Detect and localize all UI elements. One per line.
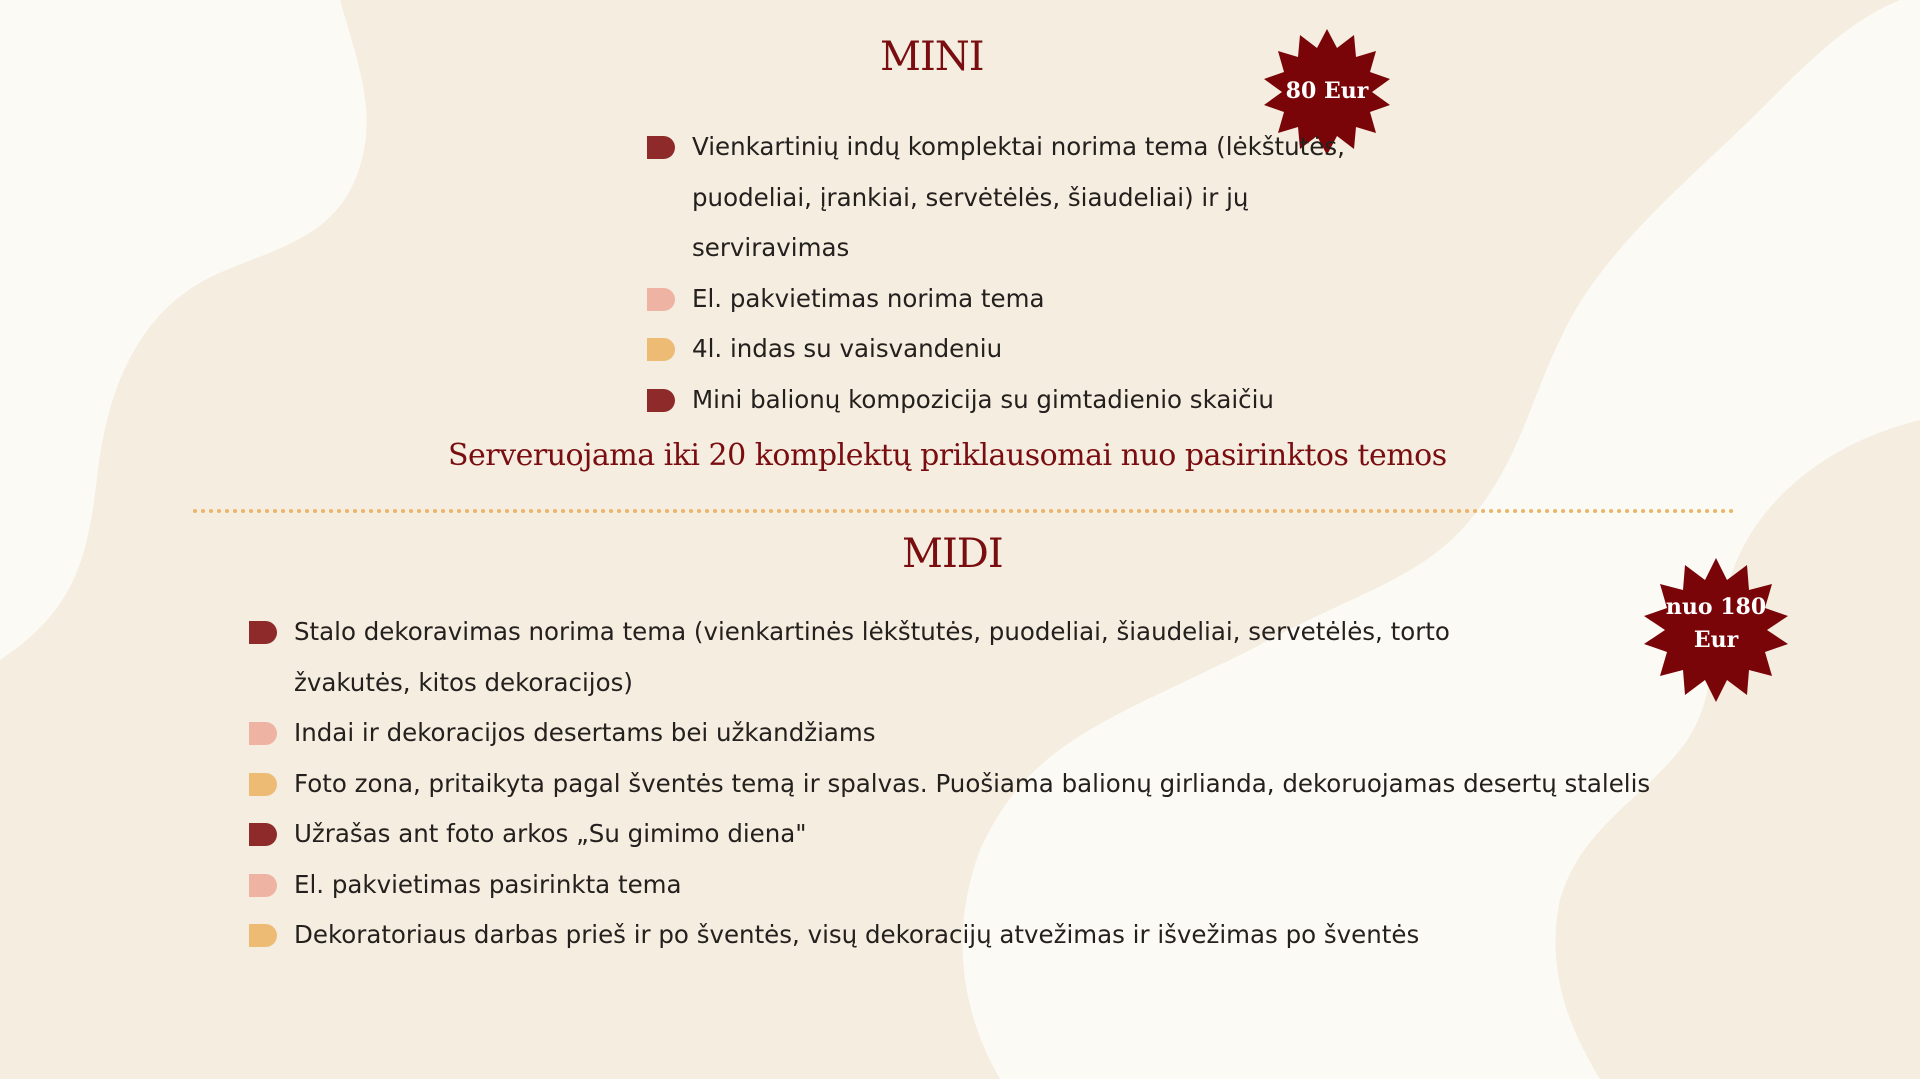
list-item bbox=[647, 274, 1347, 325]
bullet-icon bbox=[647, 389, 675, 412]
mini-title: MINI bbox=[880, 34, 984, 80]
bullet-icon bbox=[249, 823, 277, 846]
bullet-icon bbox=[647, 288, 675, 311]
list-item-text: Stalo dekoravimas norima tema (vienkartinės lėkštutės, puodeliai, šiaudeliai, servetėlės, torto žvakutės, kitos dekoracijos) bbox=[294, 617, 1450, 697]
list-item-text: Indai ir dekoracijos desertams bei užkandžiams bbox=[294, 718, 876, 747]
list-item bbox=[249, 910, 1669, 961]
list-item-text: Dekoratoriaus darbas prieš ir po šventės, visų dekoracijų atvežimas ir išvežimas po šventės bbox=[294, 920, 1420, 949]
midi-price-line1: nuo 180 bbox=[1665, 594, 1767, 620]
serving-note: Serveruojama iki 20 komplektų priklausomai nuo pasirinktos temos bbox=[448, 438, 1447, 473]
list-item bbox=[249, 809, 1669, 860]
list-item-text: 4l. indas su vaisvandeniu bbox=[692, 334, 1003, 363]
bullet-icon bbox=[249, 924, 277, 947]
midi-title: MIDI bbox=[902, 531, 1003, 577]
list-item bbox=[647, 324, 1347, 375]
bullet-icon bbox=[647, 338, 675, 361]
list-item bbox=[647, 122, 1347, 274]
list-item bbox=[249, 759, 1669, 810]
list-item-text: Užrašas ant foto arkos „Su gimimo diena" bbox=[294, 819, 807, 848]
list-item bbox=[647, 375, 1347, 426]
list-item bbox=[249, 607, 1669, 708]
list-item bbox=[249, 860, 1669, 911]
bullet-icon bbox=[249, 722, 277, 745]
list-item-text: El. pakvietimas norima tema bbox=[692, 283, 1045, 313]
list-item-text: El. pakvietimas pasirinkta tema bbox=[294, 869, 682, 899]
bullet-icon bbox=[249, 773, 277, 796]
dotted-divider bbox=[193, 509, 1735, 513]
bullet-icon bbox=[249, 874, 277, 897]
midi-items-list bbox=[249, 607, 1669, 961]
midi-price-line2: Eur bbox=[1693, 627, 1739, 653]
list-item-text: Vienkartinių indų komplektai norima tema (lėkštutės, puodeliai, įrankiai, servėtėlės, šiaudeliai) ir jų serviravimas bbox=[692, 132, 1345, 262]
list-item-text: Foto zona, pritaikyta pagal šventės temą ir spalvas. Puošiama balionų girlianda, dekoruojamas desertų stalelis bbox=[294, 768, 1651, 798]
list-item bbox=[249, 708, 1669, 759]
mini-items-list bbox=[647, 122, 1347, 425]
bullet-icon bbox=[249, 621, 277, 644]
mini-price: 80 Eur bbox=[1285, 78, 1369, 104]
bullet-icon bbox=[647, 136, 675, 159]
list-item-text: Mini balionų kompozicija su gimtadienio skaičiu bbox=[692, 384, 1274, 414]
